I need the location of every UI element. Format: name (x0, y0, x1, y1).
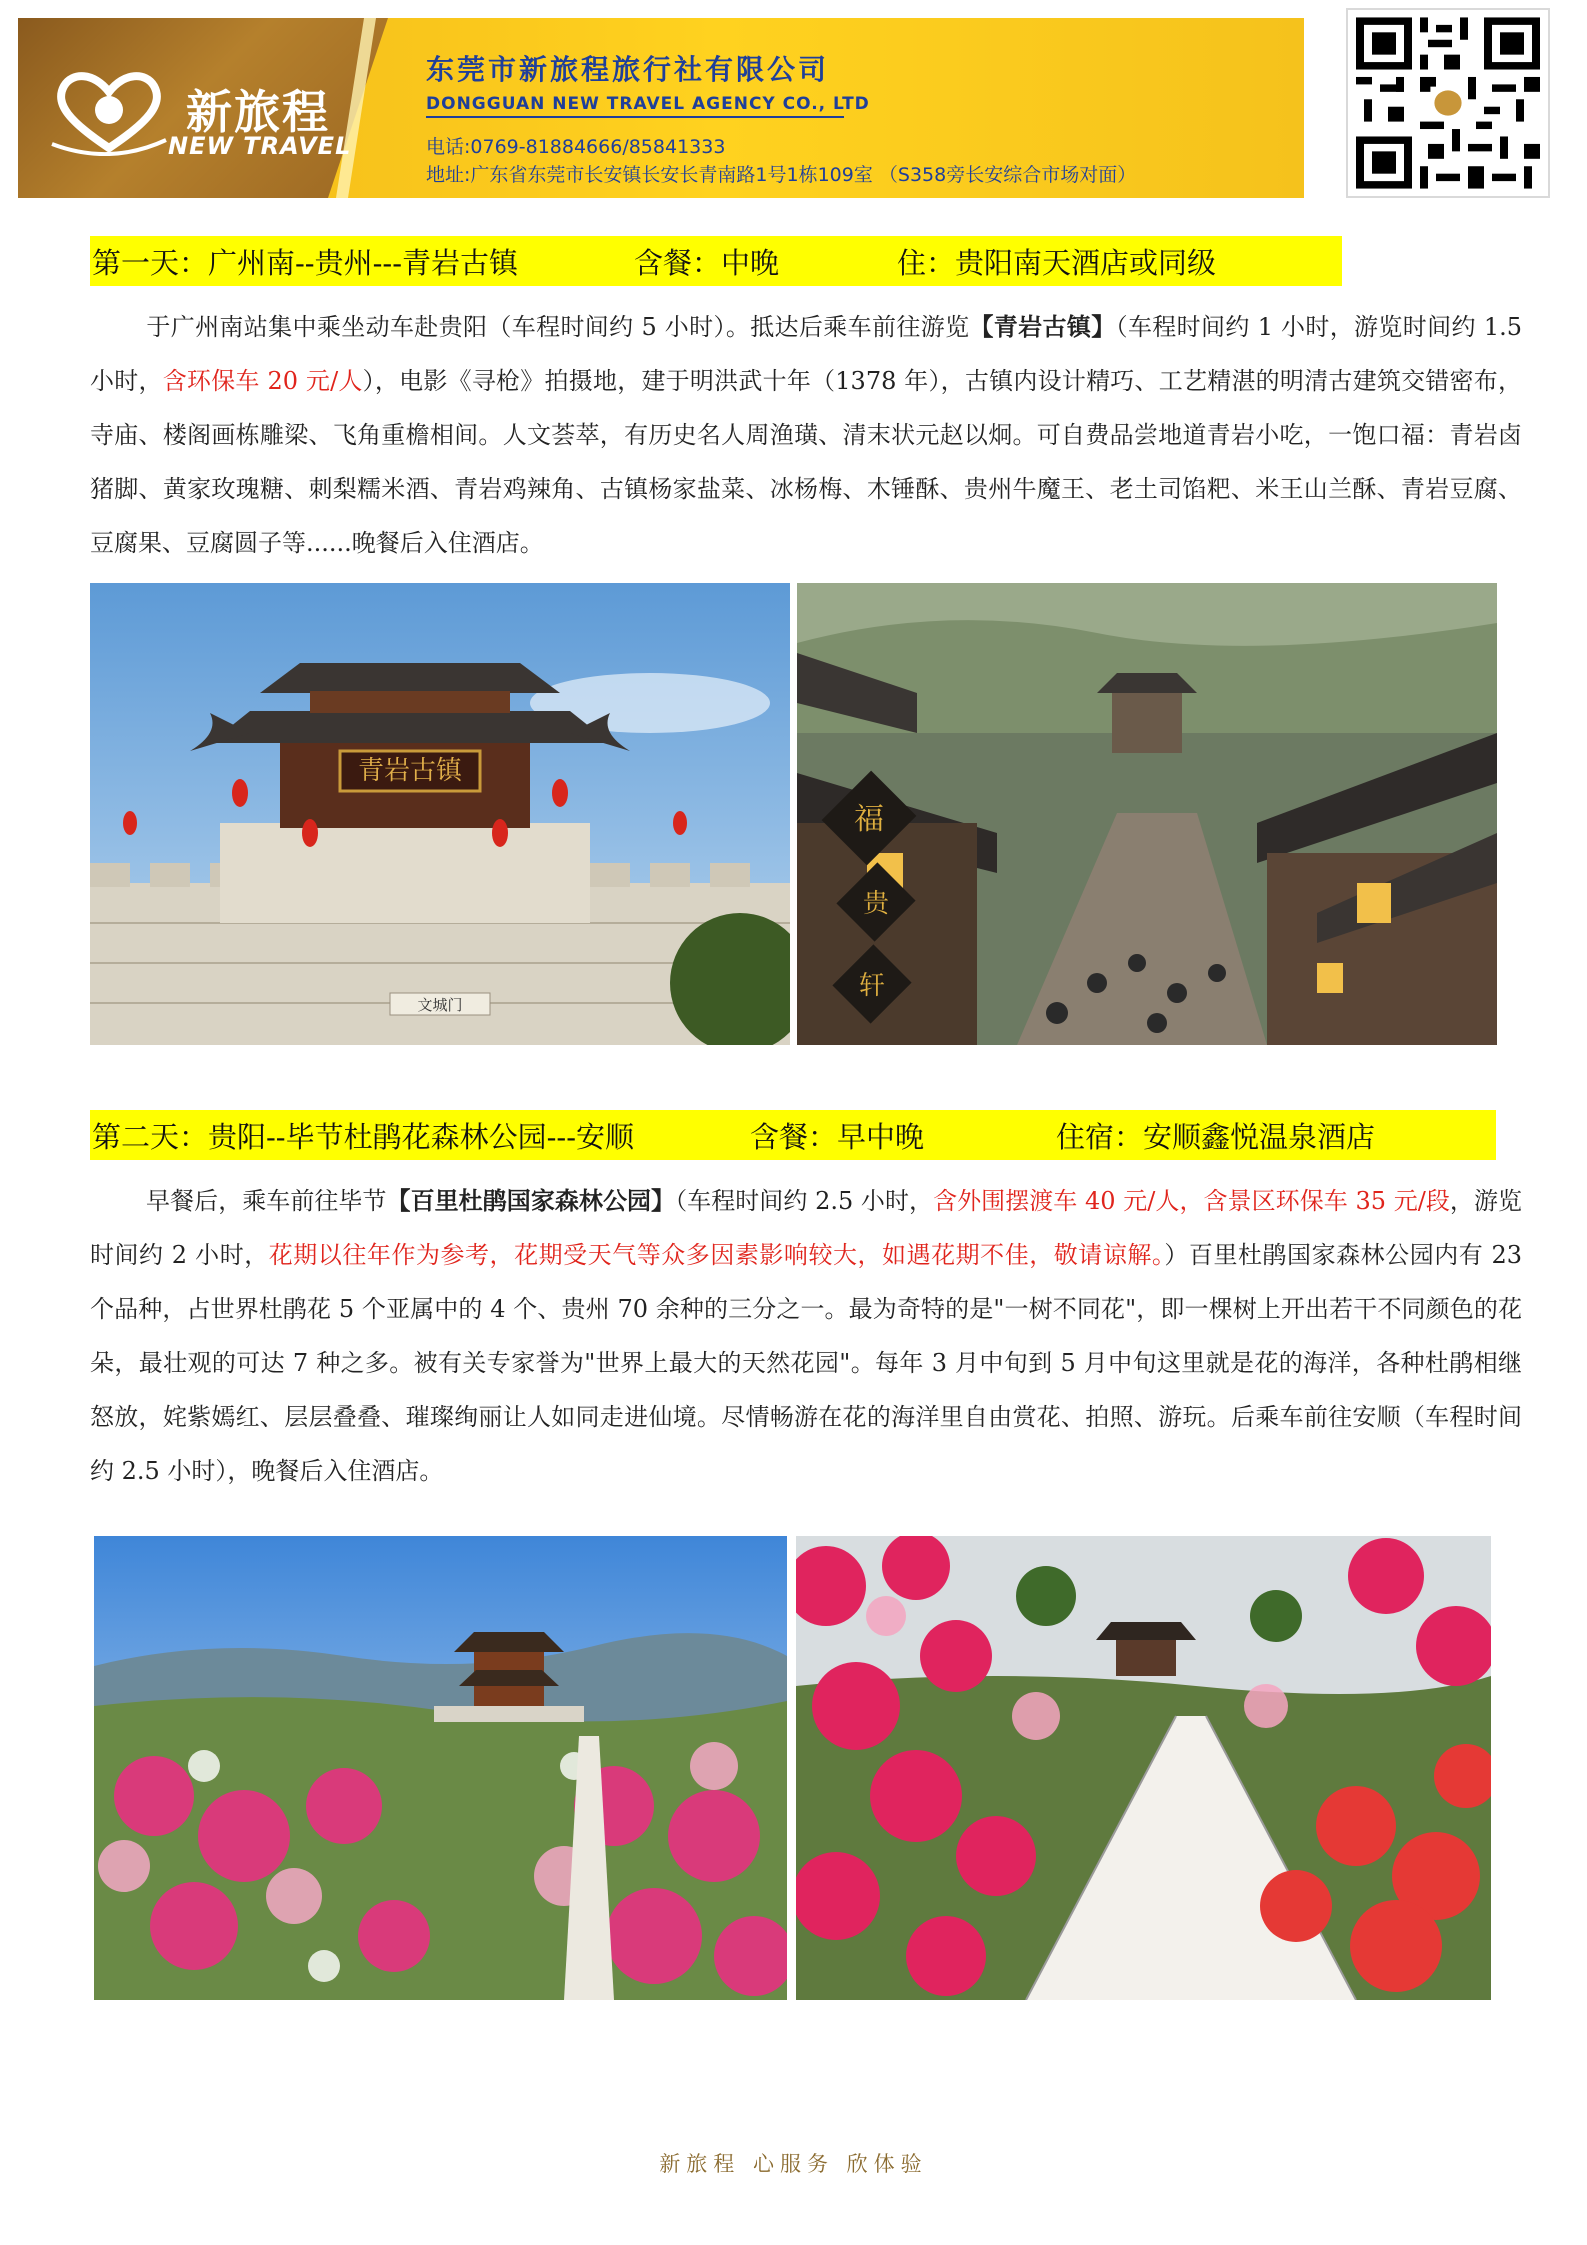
day2-description (90, 1174, 1522, 1498)
day2-meals: 含餐：早中晚 (750, 1119, 925, 1154)
gate-plaque: 青岩古镇 (357, 756, 463, 786)
text-run: ），电影《寻枪》拍摄地，建于明洪武十年（1378 年），古镇内设计精巧、工艺精湛的明清古建筑交错密布，寺庙、楼阁画栋雕梁、飞角重檐相间。人文荟萃，有历史名人周渔璜、清末状元赵以炯。可自费品尝地道青岩小吃，一饱口福：青岩卤猪脚、黄家玫瑰糖、刺梨糯米酒、青岩鸡辣角、古镇杨家盐菜、冰杨梅、木锤酥、贵州牛魔王、老土司馅粑、米王山兰酥、青岩豆腐、豆腐果、豆腐圆子等......晚餐后入住酒店。 (90, 367, 1522, 557)
price-note: 含环保车 20 元/人 (162, 367, 363, 395)
azalea-park-photo (94, 1536, 787, 2000)
day1-title: 第一天：广州南--贵州---青岩古镇 (92, 245, 518, 280)
gate-sign: 文城门 (417, 996, 463, 1014)
day2-heading (90, 1110, 1496, 1160)
attraction-name: 【青岩古镇】 (969, 312, 1116, 341)
brand-name-cn: 新旅程 (186, 85, 330, 139)
qingyan-gate-photo (90, 583, 790, 1045)
qr-code-icon (1348, 10, 1548, 196)
text-run: （车程时间约 2.5 小时， (675, 1187, 934, 1215)
letterhead-banner (18, 18, 1304, 198)
company-name-en: DONGGUAN NEW TRAVEL AGENCY CO., LTD (426, 94, 870, 114)
day1-hotel: 住：贵阳南天酒店或同级 (897, 245, 1217, 280)
lantern-char: 福 (854, 802, 884, 837)
text-run: ，游览时间约 2 小时， (90, 1187, 1523, 1269)
text-run: （车程时间约 1 小时，游览时间约 1.5 小时， (90, 313, 1523, 395)
price-note: 含外围摆渡车 40 元/人，含景区环保车 35 元/段 (933, 1187, 1450, 1215)
text-run: 于广州南站集中乘坐动车赴贵阳（车程时间约 5 小时）。抵达后乘车前往游览 (146, 313, 970, 341)
day1-description (90, 300, 1522, 570)
lantern-char: 贵 (862, 889, 890, 919)
text-run: 早餐后，乘车前往毕节 (146, 1187, 387, 1215)
day1-heading (90, 236, 1342, 286)
day2-title: 第二天：贵阳--毕节杜鹃花森林公园---安顺 (92, 1119, 634, 1154)
attraction-name: 【百里杜鹃国家森林公园】 (386, 1186, 676, 1215)
lantern-char: 轩 (858, 971, 886, 1001)
day1-meals: 含餐：中晚 (634, 245, 780, 280)
qr-code[interactable] (1346, 8, 1550, 198)
qingyan-street-photo (797, 583, 1497, 1045)
divider (426, 116, 844, 118)
footer-slogan: 新旅程 心服务 欣体验 (659, 2152, 928, 2176)
brand-name-en: NEW TRAVEL (168, 132, 352, 160)
company-address: 地址:广东省东莞市长安镇长安长青南路1号1栋109室 （S358旁长安综合市场对面） (426, 164, 1137, 186)
company-phone: 电话:0769-81884666/85841333 (426, 136, 726, 158)
day2-hotel: 住宿：安顺鑫悦温泉酒店 (1056, 1119, 1376, 1154)
heart-logo-icon (50, 70, 168, 156)
flower-season-note: 花期以往年作为参考，花期受天气等众多因素影响较大，如遇花期不佳，敬请谅解。 (268, 1241, 1165, 1269)
azalea-bridge-photo (796, 1536, 1491, 2000)
company-name-cn: 东莞市新旅程旅行社有限公司 (426, 53, 830, 86)
text-run: ）百里杜鹃国家森林公园内有 23 个品种，占世界杜鹃花 5 个亚属中的 4 个、贵州 70 余种的三分之一。最为奇特的是"一树不同花"，即一棵树上开出若干不同颜色的花朵，最壮观的可达 7 种之多。被有关专家誉为"世界上最大的天然花园"。每年 3 月中旬到 5 月中旬这里就是花的海洋，各种杜鹃相继怒放，姹紫嫣红、层层叠叠、璀璨绚丽让人如同走进仙境。尽情畅游在花的海洋里自由赏花、拍照、游玩。后乘车前往安顺（车程时间约 2.5 小时），晚餐后入住酒店。 (90, 1241, 1523, 1485)
